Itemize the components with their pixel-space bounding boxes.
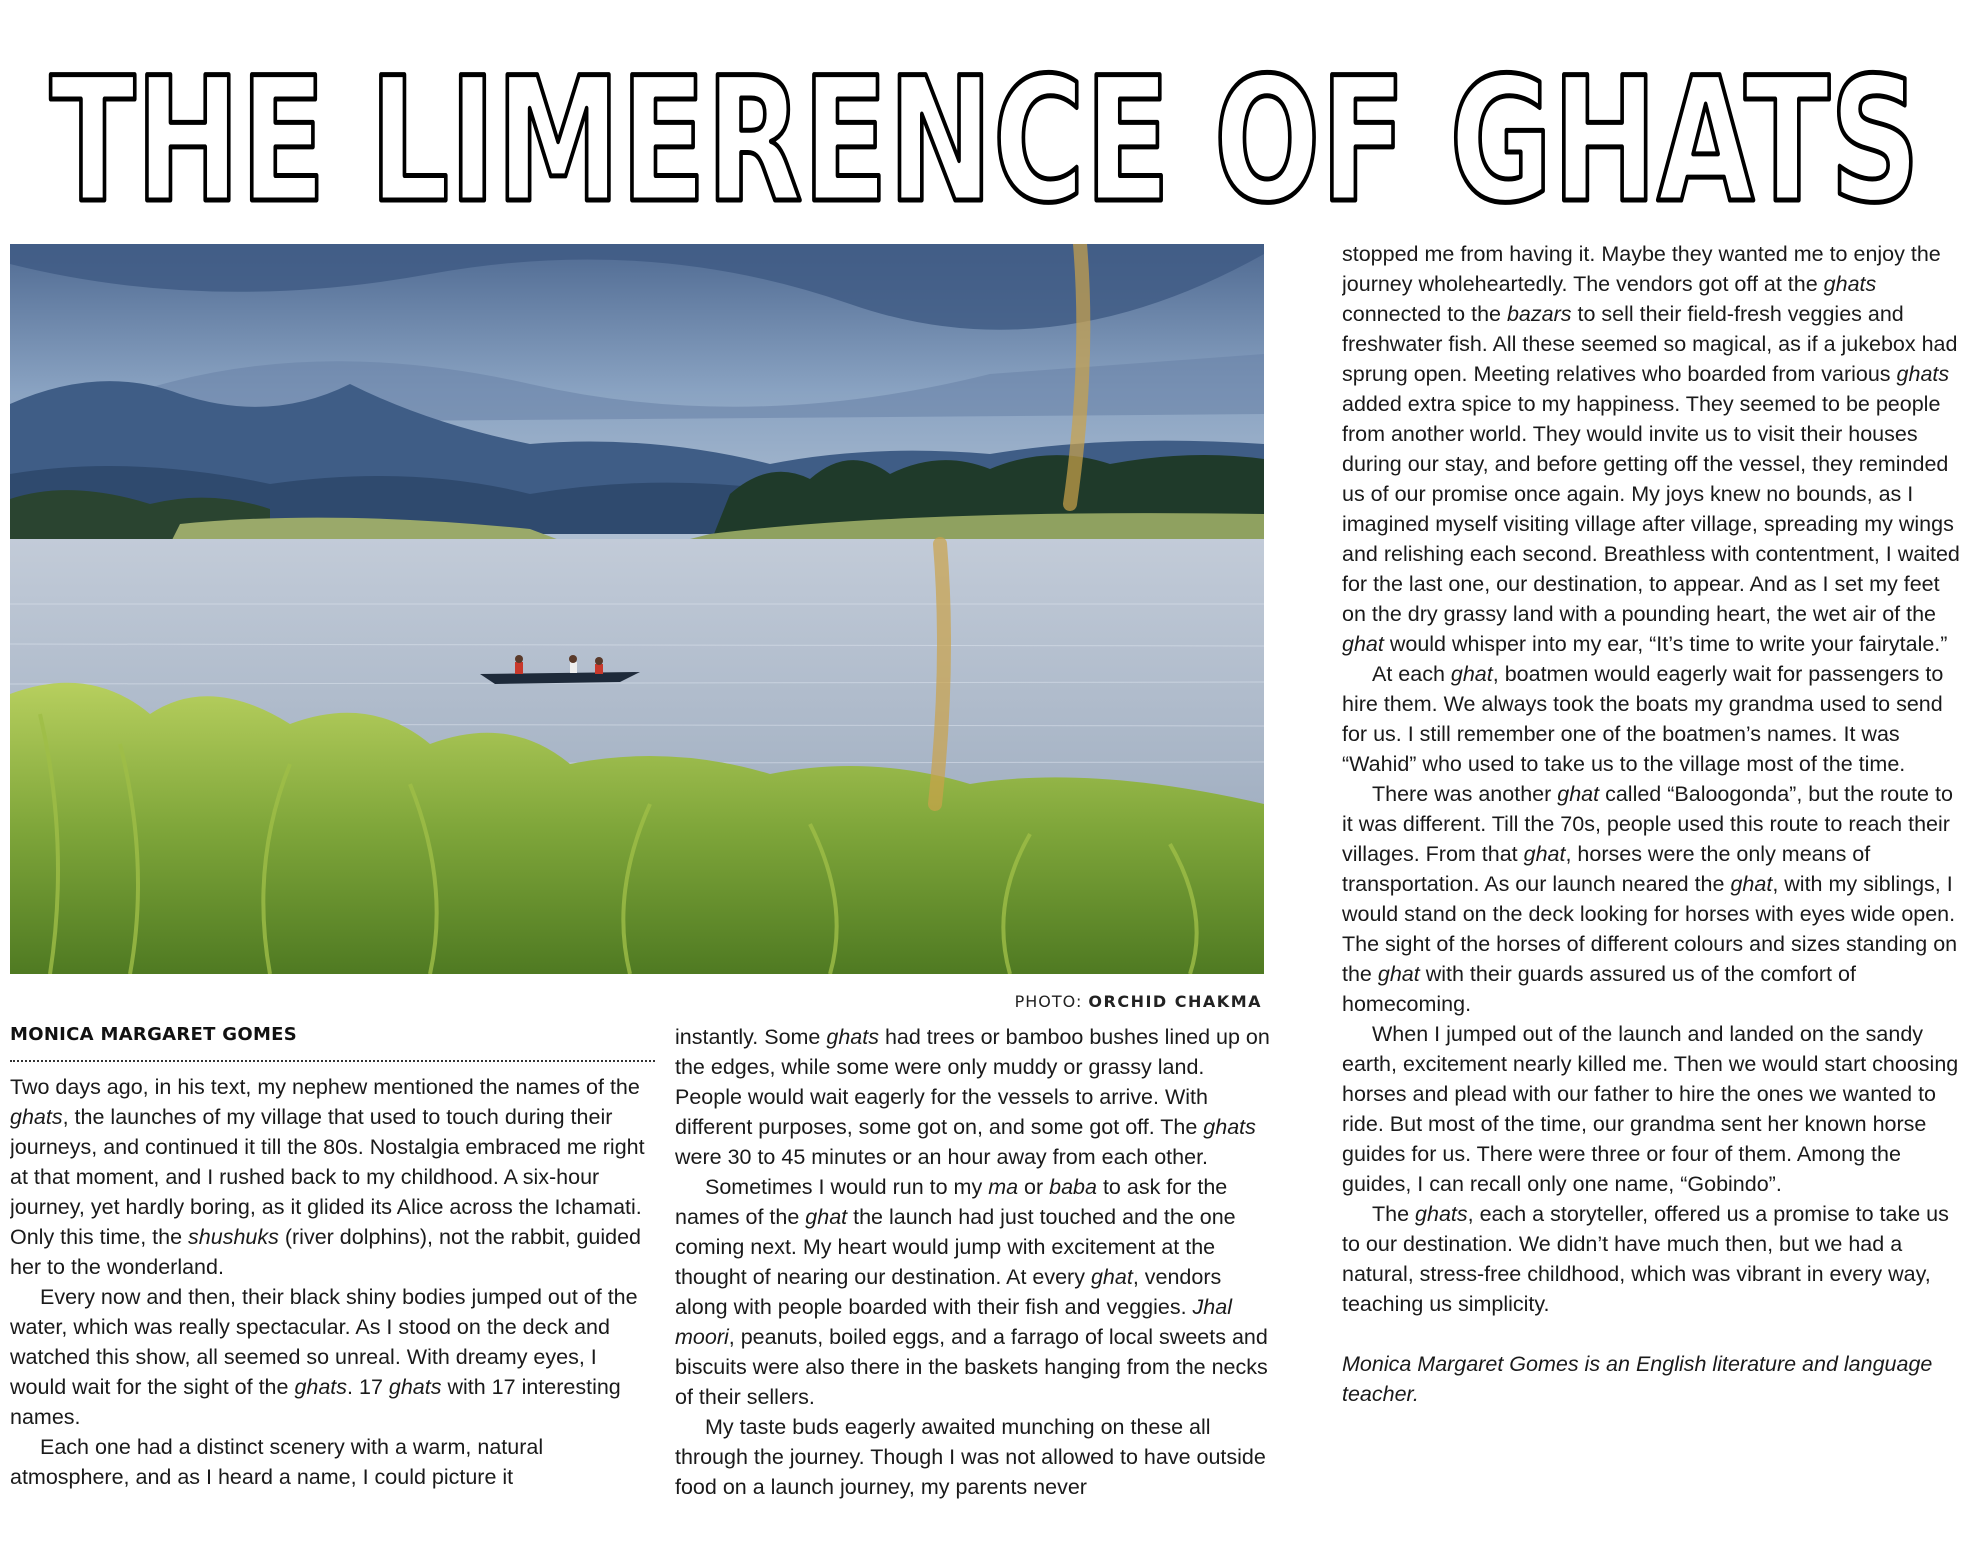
author-byline: MONICA MARGARET GOMES: [10, 1022, 655, 1062]
article-column-3: [1342, 239, 1967, 1544]
paragraph: At each ghat, boatmen would eagerly wait for passengers to hire them. We always took the boats my grandma used to send for us. I still remember one of the boatmen’s names. It was “Wahid” who used to take us to the village most of the time.: [1342, 662, 1944, 776]
paragraph: There was another ghat called “Baloogonda”, but the route to it was different. Till the 70s, people used this route to reach their villages. From that ghat, horses were the only means of transportation. As our launch neared the ghat, with my siblings, I would stand on the deck looking for horses with eyes wide open. The sight of the horses of different colours and sizes standing on the ghat with their guards assured us of the comfort of homecoming.: [1342, 782, 1958, 1016]
paragraph: When I jumped out of the launch and landed on the sandy earth, excitement nearly killed me. Then we would start choosing horses and plead with our father to hire the ones we wanted to ride. But most of the time, our grandma sent her known horse guides for us. There were three or four of them. Among the guides, I can recall only one name, “Gobindo”.: [1342, 1022, 1959, 1196]
paragraph: Each one had a distinct scenery with a warm, natural atmosphere, and as I heard a name, I could picture it: [10, 1435, 544, 1489]
article-column-1: [10, 1072, 658, 1544]
paragraph: instantly. Some ghats had trees or bamboo bushes lined up on the edges, while some were only muddy or grassy land. People would wait eagerly for the vessels to arrive. With different purposes, some got on, and some got off. The ghats were 30 to 45 minutes or an hour away from each other.: [675, 1025, 1270, 1169]
paragraph: Sometimes I would run to my ma or baba to ask for the names of the ghat the launch had just touched and the one coming next. My heart would jump with excitement at the thought of nearing our destination. At every ghat, vendors along with people boarded with their fish and veggies. Jhal moori, peanuts, boiled eggs, and a farrago of local sweets and biscuits were also there in the baskets hanging from the necks of their sellers.: [675, 1175, 1268, 1409]
headline-text: THE LIMERENCE OF GHATS: [50, 40, 1920, 220]
headline: [0, 40, 1970, 220]
photo-credit-name: ORCHID CHAKMA: [1088, 992, 1262, 1011]
photo-credit: [800, 992, 1262, 1016]
article-photo: [10, 244, 1264, 974]
paragraph: Two days ago, in his text, my nephew mentioned the names of the ghats, the launches of my village that used to touch during their journeys, and continued it till the 80s. Nostalgia embraced me right at that moment, and I rushed back to my childhood. A six-hour journey, yet hardly boring, as it glided its Alice across the Ichamati. Only this time, the shushuks (river dolphins), not the rabbit, guided her to the wonderland.: [10, 1075, 645, 1279]
article-column-2: [675, 1022, 1275, 1544]
paragraph: My taste buds eagerly awaited munching on these all through the journey. Though I was not allowed to have outside food on a launch journey, my parents never: [675, 1415, 1266, 1499]
photo-credit-label: PHOTO:: [1014, 992, 1083, 1011]
paragraph: The ghats, each a storyteller, offered us a promise to take us to our destination. We didn’t have much then, but we had a natural, stress-free childhood, which was vibrant in every way, teaching us simplicity.: [1342, 1202, 1949, 1316]
author-bio: Monica Margaret Gomes is an English literature and language teacher.: [1342, 1352, 1933, 1406]
paragraph: stopped me from having it. Maybe they wanted me to enjoy the journey wholeheartedly. The vendors got off at the ghats connected to the bazars to sell their field-fresh veggies and freshwater fish. All these seemed so magical, as if a jukebox had sprung open. Meeting relatives who boarded from various ghats added extra spice to my happiness. They seemed to be people from another world. They would invite us to visit their houses during our stay, and before getting off the vessel, they reminded us of our promise once again. My joys knew no bounds, as I imagined myself visiting village after village, spreading my wings and relishing each second. Breathless with contentment, I waited for the last one, our destination, to appear. And as I set my feet on the dry grassy land with a pounding heart, the wet air of the ghat would whisper into my ear, “It’s time to write your fairytale.”: [1342, 242, 1960, 656]
paragraph: Every now and then, their black shiny bodies jumped out of the water, which was really spectacular. As I stood on the deck and watched this show, all seemed so unreal. With dreamy eyes, I would wait for the sight of the ghats. 17 ghats with 17 interesting names.: [10, 1285, 638, 1429]
